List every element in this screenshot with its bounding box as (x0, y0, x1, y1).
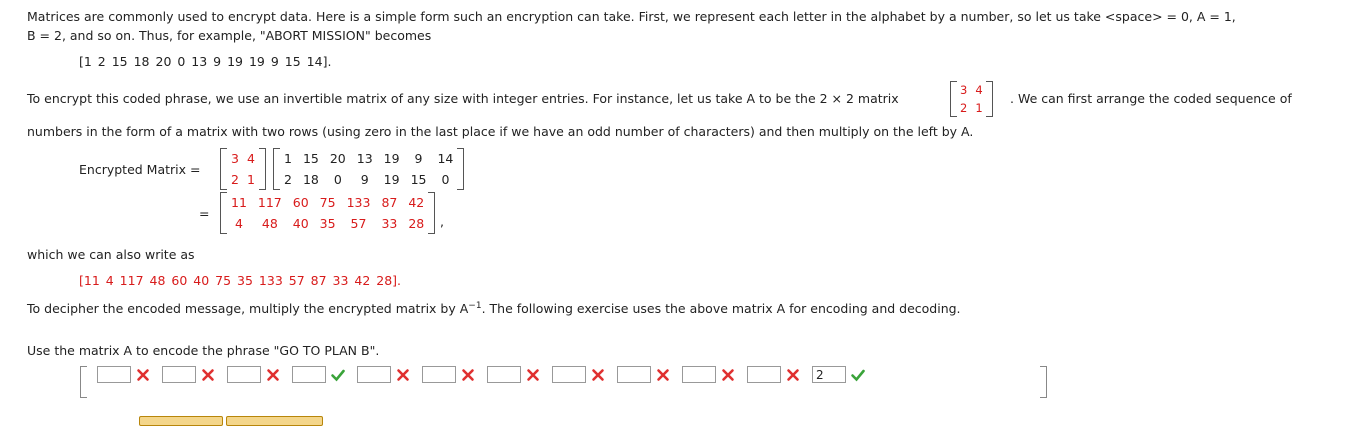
encrypted-matrix-label: Encrypted Matrix = (79, 162, 201, 177)
cross-icon (200, 367, 216, 383)
coded-matrix-cell: 13 (356, 151, 373, 166)
coded-matrix (273, 148, 464, 190)
answer-slot (682, 366, 736, 383)
intro-line-2: B = 2, and so on. Thus, for example, "ABORT MISSION" becomes (27, 28, 432, 43)
answer-slot (617, 366, 671, 383)
answer-slot (422, 366, 476, 383)
cross-icon (655, 367, 671, 383)
result-matrix-cell: 35 (319, 216, 336, 231)
exercise-prompt: Use the matrix A to encode the phrase "GO TO PLAN B". (27, 343, 380, 358)
cross-icon (265, 367, 281, 383)
inverse-superscript: −1 (468, 301, 482, 311)
cross-icon (720, 367, 736, 383)
submit-button[interactable] (139, 416, 223, 426)
result-matrix-cell: 117 (257, 195, 282, 210)
answer-input-9[interactable] (617, 366, 651, 383)
coded-matrix-cell: 9 (360, 172, 369, 187)
coded-sequence: [1 2 15 18 20 0 13 9 19 19 9 15 14]. (79, 54, 332, 69)
answer-left-bracket (80, 366, 87, 398)
answer-right-bracket (1040, 366, 1047, 398)
matrix-a-cell: 4 (246, 151, 255, 166)
answer-slot (292, 366, 346, 383)
answer-input-5[interactable] (357, 366, 391, 383)
matrix-a-cell: 3 (231, 151, 239, 166)
cross-icon (395, 367, 411, 383)
secondary-button[interactable] (226, 416, 323, 426)
encrypt-text-after: . We can first arrange the coded sequence of (1010, 91, 1292, 106)
cross-icon (525, 367, 541, 383)
coded-matrix-cell: 14 (437, 151, 454, 166)
matrix-a-inline-cell: 3 (960, 83, 968, 97)
matrix-a-inline (950, 81, 993, 117)
decipher-text (27, 301, 961, 316)
answer-slot (97, 366, 151, 383)
matrix-a-inline-cell: 2 (960, 101, 968, 115)
intro-line-1: Matrices are commonly used to encrypt data. Here is a simple form such an encryption can take. First, we represent each letter in the alphabet by a number, so let us take <space> = 0, A = 1, (27, 9, 1236, 24)
matrix-a-inline-cell: 4 (975, 83, 983, 97)
coded-matrix-cell: 0 (333, 172, 342, 187)
coded-matrix-cell: 19 (383, 172, 400, 187)
answer-input-12[interactable] (812, 366, 846, 383)
answer-input-2[interactable] (162, 366, 196, 383)
answer-slot (357, 366, 411, 383)
answer-slot (812, 366, 866, 383)
encrypt-text-before: To encrypt this coded phrase, we use an invertible matrix of any size with integer entries. For instance, let us take A to be the 2 × 2 matrix (27, 91, 899, 106)
answer-input-7[interactable] (487, 366, 521, 383)
result-matrix-cell: 133 (346, 195, 371, 210)
encrypt-line-2: numbers in the form of a matrix with two rows (using zero in the last place if we have an odd number of characters) and then multiply on the left by A. (27, 124, 974, 139)
result-matrix-cell: 4 (234, 216, 243, 231)
result-matrix-cell: 11 (231, 195, 247, 210)
decipher-text-end: . The following exercise uses the above matrix A for encoding and decoding. (481, 301, 961, 317)
matrix-a-cell: 2 (231, 172, 239, 187)
result-matrix-cell: 40 (292, 216, 309, 231)
result-matrix-cell: 87 (381, 195, 398, 210)
coded-matrix-cell: 1 (284, 151, 292, 166)
answer-row (97, 366, 877, 383)
cross-icon (590, 367, 606, 383)
result-matrix-cell: 28 (408, 216, 425, 231)
matrix-a-cell: 1 (246, 172, 255, 187)
result-matrix-cell: 57 (350, 216, 367, 231)
matrix-a-inline-cell: 1 (975, 101, 983, 115)
answer-input-1[interactable] (97, 366, 131, 383)
answer-input-4[interactable] (292, 366, 326, 383)
answer-slot (487, 366, 541, 383)
answer-input-11[interactable] (747, 366, 781, 383)
check-icon (850, 367, 866, 383)
coded-matrix-cell: 18 (302, 172, 319, 187)
coded-matrix-cell: 19 (383, 151, 400, 166)
answer-slot (552, 366, 606, 383)
answer-input-3[interactable] (227, 366, 261, 383)
result-matrix-cell: 60 (292, 195, 309, 210)
result-matrix-cell: 75 (319, 195, 336, 210)
encrypted-sequence: [11 4 117 48 60 40 75 35 133 57 87 33 42 28]. (79, 273, 402, 288)
answer-input-10[interactable] (682, 366, 716, 383)
decipher-text-main: To decipher the encoded message, multiply the encrypted matrix by A (27, 301, 469, 317)
answer-slot (162, 366, 216, 383)
answer-input-6[interactable] (422, 366, 456, 383)
check-icon (330, 367, 346, 383)
coded-matrix-cell: 2 (284, 172, 292, 187)
cross-icon (785, 367, 801, 383)
matrix-a (220, 148, 266, 190)
answer-slot (747, 366, 801, 383)
also-write-text: which we can also write as (27, 247, 195, 262)
result-matrix (220, 192, 435, 234)
result-matrix-cell: 33 (381, 216, 398, 231)
result-comma: , (440, 214, 444, 229)
answer-slot (227, 366, 281, 383)
answer-input-8[interactable] (552, 366, 586, 383)
coded-matrix-cell: 15 (302, 151, 319, 166)
cross-icon (135, 367, 151, 383)
coded-matrix-cell: 20 (329, 151, 346, 166)
coded-matrix-cell: 9 (414, 151, 423, 166)
coded-matrix-cell: 15 (410, 172, 427, 187)
result-matrix-cell: 48 (261, 216, 278, 231)
result-matrix-cell: 42 (408, 195, 425, 210)
equals-sign: = (199, 206, 210, 221)
coded-matrix-cell: 0 (441, 172, 450, 187)
cross-icon (460, 367, 476, 383)
